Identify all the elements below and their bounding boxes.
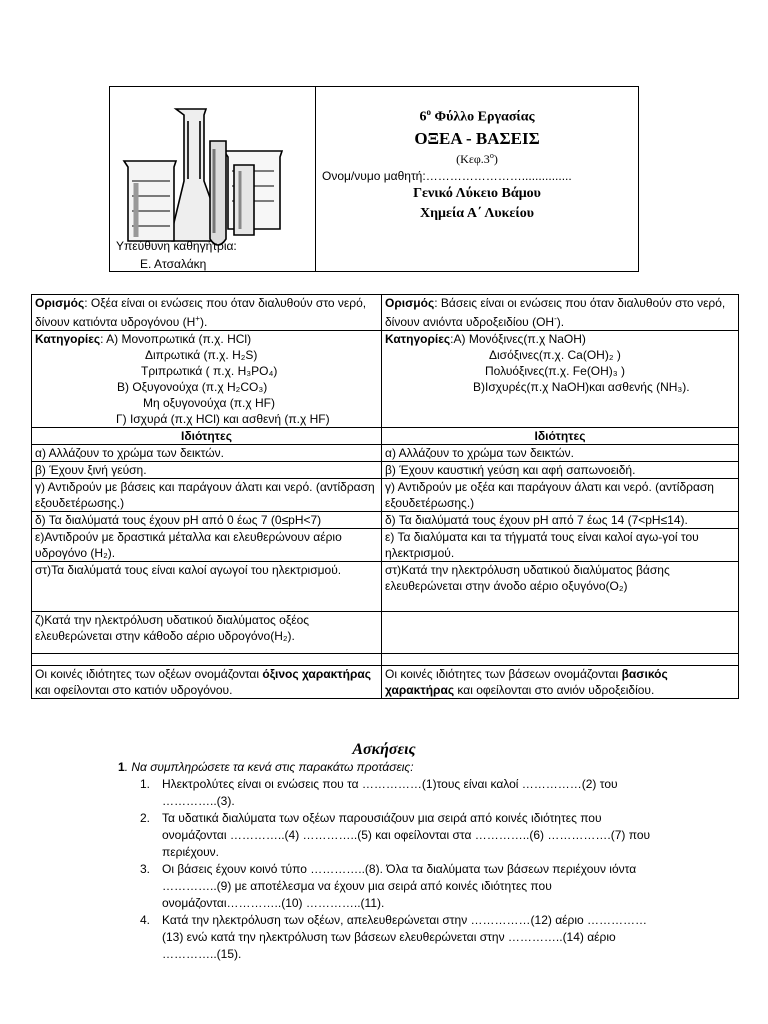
worksheet-header [109, 86, 639, 272]
base-properties-heading: Ιδιότητες [382, 428, 739, 445]
acid-property: ε)Αντιδρούν με δραστικά μέταλλα και ελευθερώνουν αέριο υδρογόνο (H₂). [32, 529, 382, 562]
property-row [32, 529, 739, 562]
property-row [32, 445, 739, 462]
acid-property: β) Έχουν ξινή γεύση. [32, 462, 382, 479]
worksheet-number: $6^o$ Φύλλο Εργασίας [419, 107, 535, 125]
list-item: 2. Τα υδατικά διαλύματα των οξέων παρουσιάζουν μια σειρά από κοινές ιδιότητες που ονομάζονται …………..(4) …………..(5) και οφείλονται στα …………..(6) …………….(7) που περιέχουν. [140, 811, 651, 859]
acid-categories-cell: Κατηγορίες: Α) Μονοπρωτικά (π.χ. HCl) Διπρωτικά (π.χ. H₂S) Τριπρωτικά ( π.χ. H₃PO₄) Β) Οξυγονούχα (π.χ H₂CO₃) Μη οξυγονούχα (π.χ HF) Γ) Ισχυρά (π.χ HCl) και ασθενή (π.χ HF) [32, 331, 382, 428]
base-property: στ)Κατά την ηλεκτρόλυση υδατικού διαλύματος βάσης ελευθερώνεται στην άνοδο αέριο οξυγόνο(O₂) [382, 562, 739, 612]
header-illustration-cell [110, 87, 316, 271]
teacher-label: Υπεύθυνη καθηγήτρια: [116, 239, 237, 253]
list-item: 3. Οι βάσεις έχουν κοινό τύπο …………..(8). Όλα τα διαλύματα των βάσεων περιέχουν ιόντα …………..(9) με αποτέλεσμα να έχουν μια σειρά από κοινές ιδιότητες που ονομάζονται…………..(10) …………..(11). [140, 862, 637, 910]
definition-row [32, 295, 739, 331]
base-property: β) Έχουν καυστική γεύση και αφή σαπωνοειδή. [382, 462, 739, 479]
base-character-cell: Οι κοινές ιδιότητες των βάσεων ονομάζονται βασικός χαρακτήρας και οφείλονται στο ανιόν υδροξειδίου. [382, 666, 739, 699]
base-property [382, 612, 739, 654]
exercise-list [140, 776, 660, 963]
property-row [32, 612, 739, 654]
header-title-cell [316, 87, 638, 271]
base-property: α) Αλλάζουν το χρώμα των δεικτών. [382, 445, 739, 462]
base-property: δ) Τα διαλύματά τους έχουν pH από 7 έως 14 (7<pH≤14). [382, 512, 739, 529]
teacher-name: Ε. Ατσαλάκη [140, 257, 207, 271]
property-row [32, 562, 739, 612]
worksheet-title: ΟΞΕΑ - ΒΑΣΕΙΣ [414, 129, 540, 148]
character-row [32, 666, 739, 699]
acid-property: α) Αλλάζουν το χρώμα των δεικτών. [32, 445, 382, 462]
acid-property: στ)Τα διαλύματά τους είναι καλοί αγωγοί του ηλεκτρισμού. [32, 562, 382, 612]
base-property: ε) Τα διαλύματα και τα τήγματά τους είναι καλοί αγω-γοί του ηλεκτρισμού. [382, 529, 739, 562]
property-row [32, 479, 739, 512]
list-item: 4. Κατά την ηλεκτρόλυση των οξέων, απελευθερώνεται στην ……………(12) αέριο ……………(13) ενώ κατά την ηλεκτρόλυση των βάσεων ελευθερώνεται στην …………..(14) αέριο …………..(15). [140, 913, 647, 961]
acid-property: γ) Αντιδρούν με βάσεις και παράγουν άλατι και νερό. (αντίδραση εξουδετέρωσης.) [32, 479, 382, 512]
subject-name: Χημεία Α΄ Λυκείου [419, 206, 535, 221]
properties-heading-row [32, 428, 739, 445]
school-name: Γενικό Λύκειο Βάμου [413, 186, 541, 201]
acids-bases-comparison-table [31, 294, 739, 699]
acid-property: ζ)Κατά την ηλεκτρόλυση υδατικού διαλύματος οξέος ελευθερώνεται στην κάθοδο αέριο υδρογόνο(H₂). [32, 612, 382, 654]
base-definition-cell: Ορισμός: Βάσεις είναι οι ενώσεις που όταν διαλυθούν στο νερό, δίνουν ανιόντα υδροξειδίου (ΟΗ-). [382, 295, 739, 331]
list-item: 1. Ηλεκτρολύτες είναι οι ενώσεις που τα ……………(1)τους είναι καλοί ……………(2) του …………..(3). [140, 777, 618, 808]
exercises-title: Ασκήσεις [352, 741, 416, 758]
exercise-instruction: 1. Να συμπληρώσετε τα κενά στις παρακάτω προτάσεις: [118, 760, 414, 774]
property-row [32, 512, 739, 529]
acid-definition-cell: Ορισμός: Οξέα είναι οι ενώσεις που όταν διαλυθούν στο νερό, δίνουν κατιόντα υδρογόνου (Η+). [32, 295, 382, 331]
acid-character-cell: Οι κοινές ιδιότητες των οξέων ονομάζονται όξινος χαρακτήρας και οφείλονται στο κατιόν υδρογόνου. [32, 666, 382, 699]
base-property: γ) Αντιδρούν με οξέα και παράγουν άλατι και νερό. (αντίδραση εξουδετέρωσης.) [382, 479, 739, 512]
property-row [32, 462, 739, 479]
student-name-field[interactable]: Ονομ/νυμο μαθητή:……………………............... [322, 169, 572, 183]
base-categories-cell: Κατηγορίες:Α) Μονόξινες(π.χ NaOH) Δισόξινες(π.χ. Ca(OH)₂ ) Πολυόξινες(π.χ. Fe(OH)₃ ) Β)Ισχυρές(π.χ NaOH)και ασθενής (NH₃). [382, 331, 739, 428]
spacer-row [32, 654, 739, 666]
acid-properties-heading: Ιδιότητες [32, 428, 382, 445]
categories-row [32, 331, 739, 428]
acid-property: δ) Τα διαλύματά τους έχουν pH από 0 έως 7 (0≤pH<7) [32, 512, 382, 529]
chapter-reference: $(K\varepsilon\varphi.3^o)$ [456, 151, 498, 166]
laboratory-glassware-icon [114, 101, 289, 256]
